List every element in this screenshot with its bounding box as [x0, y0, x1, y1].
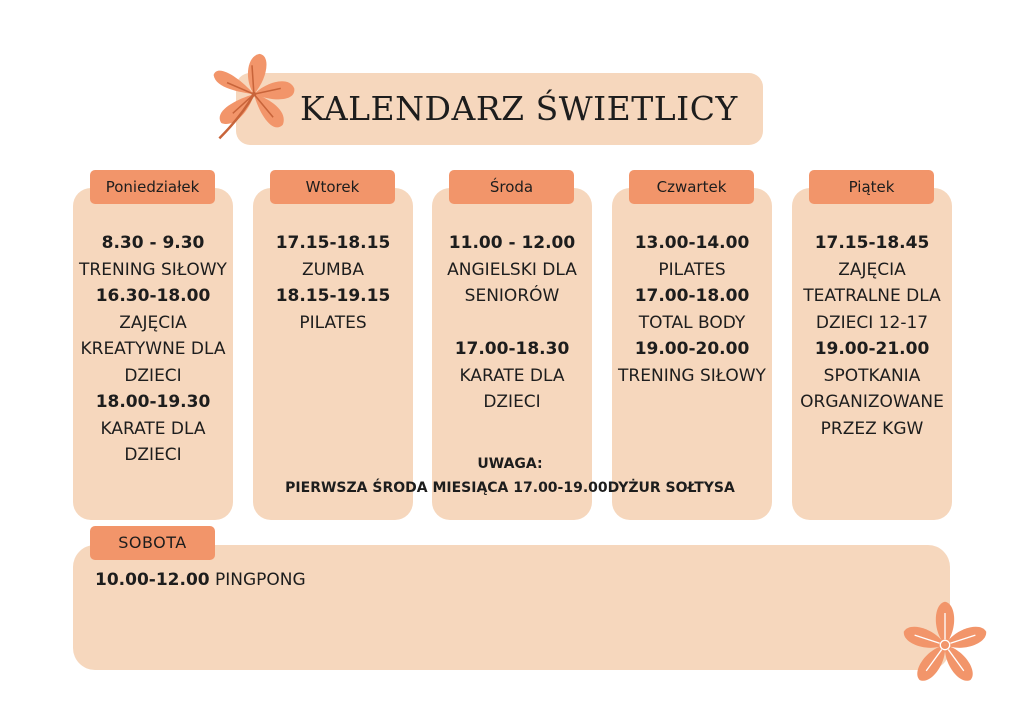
schedule-activity: ZAJĘCIA — [838, 259, 906, 280]
schedule-activity: SENIORÓW — [464, 286, 560, 306]
schedule-time: 19.00-21.00 — [814, 339, 930, 359]
schedule-activity: KREATYWNE DLA — [80, 339, 226, 359]
schedule-activity: ORGANIZOWANE — [800, 392, 944, 412]
day-schedule-wtorek — [253, 230, 413, 336]
schedule-activity: SPOTKANIA — [823, 365, 921, 386]
flower-icon — [204, 50, 300, 146]
saturday-time: 10.00-12.00 — [95, 570, 210, 590]
schedule-activity: PILATES — [299, 312, 367, 333]
note-text: PIERWSZA ŚRODA MIESIĄCA 17.00-19.00DYŻUR SOŁTYSA — [285, 480, 735, 496]
day-schedule-poniedzialek — [73, 230, 233, 469]
day-tab-poniedzialek: Poniedziałek — [90, 170, 215, 204]
page-title: KALENDARZ ŚWIETLICY — [300, 89, 738, 128]
schedule-activity: KARATE DLA — [100, 418, 206, 439]
schedule-activity: TRENING SIŁOWY — [79, 259, 227, 280]
flower-icon — [898, 598, 992, 692]
day-schedule-sroda — [432, 230, 592, 416]
saturday-card — [73, 545, 950, 670]
day-tab-sobota: SOBOTA — [90, 526, 215, 560]
schedule-time: 16.30-18.00 — [95, 286, 211, 306]
note-heading: UWAGA: — [477, 456, 543, 472]
schedule-time: 13.00-14.00 — [634, 233, 750, 253]
day-tab-piatek: Piątek — [809, 170, 934, 204]
schedule-time: 19.00-20.00 — [634, 339, 750, 359]
schedule-activity: TEATRALNE DLA — [803, 286, 941, 306]
schedule-activity: DZIECI — [483, 392, 541, 412]
day-schedule-czwartek — [612, 230, 772, 389]
schedule-time: 17.15-18.15 — [275, 233, 391, 253]
schedule-activity: DZIECI 12-17 — [815, 312, 929, 333]
schedule-time: 17.00-18.30 — [454, 339, 570, 359]
schedule-activity: DZIECI — [124, 365, 182, 386]
schedule-activity: ZAJĘCIA — [119, 312, 187, 333]
schedule-activity: PILATES — [658, 259, 726, 280]
schedule-time: 8.30 - 9.30 — [101, 233, 205, 253]
saturday-activity: PINGPONG — [215, 570, 306, 590]
day-schedule-piatek — [792, 230, 952, 442]
schedule-activity: KARATE DLA — [459, 365, 565, 386]
saturday-schedule — [95, 570, 306, 590]
schedule-activity: DZIECI — [124, 445, 182, 465]
petal — [214, 71, 254, 94]
day-tab-czwartek: Czwartek — [629, 170, 754, 204]
schedule-time: 11.00 - 12.00 — [448, 233, 576, 253]
schedule-activity: PRZEZ KGW — [820, 418, 924, 439]
day-tab-sroda: Środa — [449, 170, 574, 204]
schedule-time: 17.15-18.45 — [814, 233, 930, 253]
schedule-time: 17.00-18.00 — [634, 286, 750, 306]
schedule-time: 18.00-19.30 — [95, 392, 211, 412]
schedule-activity: TOTAL BODY — [638, 312, 746, 333]
day-tab-wtorek: Wtorek — [270, 170, 395, 204]
schedule-activity: ANGIELSKI DLA — [447, 259, 577, 280]
schedule-activity: TRENING SIŁOWY — [618, 365, 766, 386]
schedule-time: 18.15-19.15 — [275, 286, 391, 306]
schedule-spacer — [432, 310, 592, 337]
schedule-activity: ZUMBA — [301, 259, 365, 280]
